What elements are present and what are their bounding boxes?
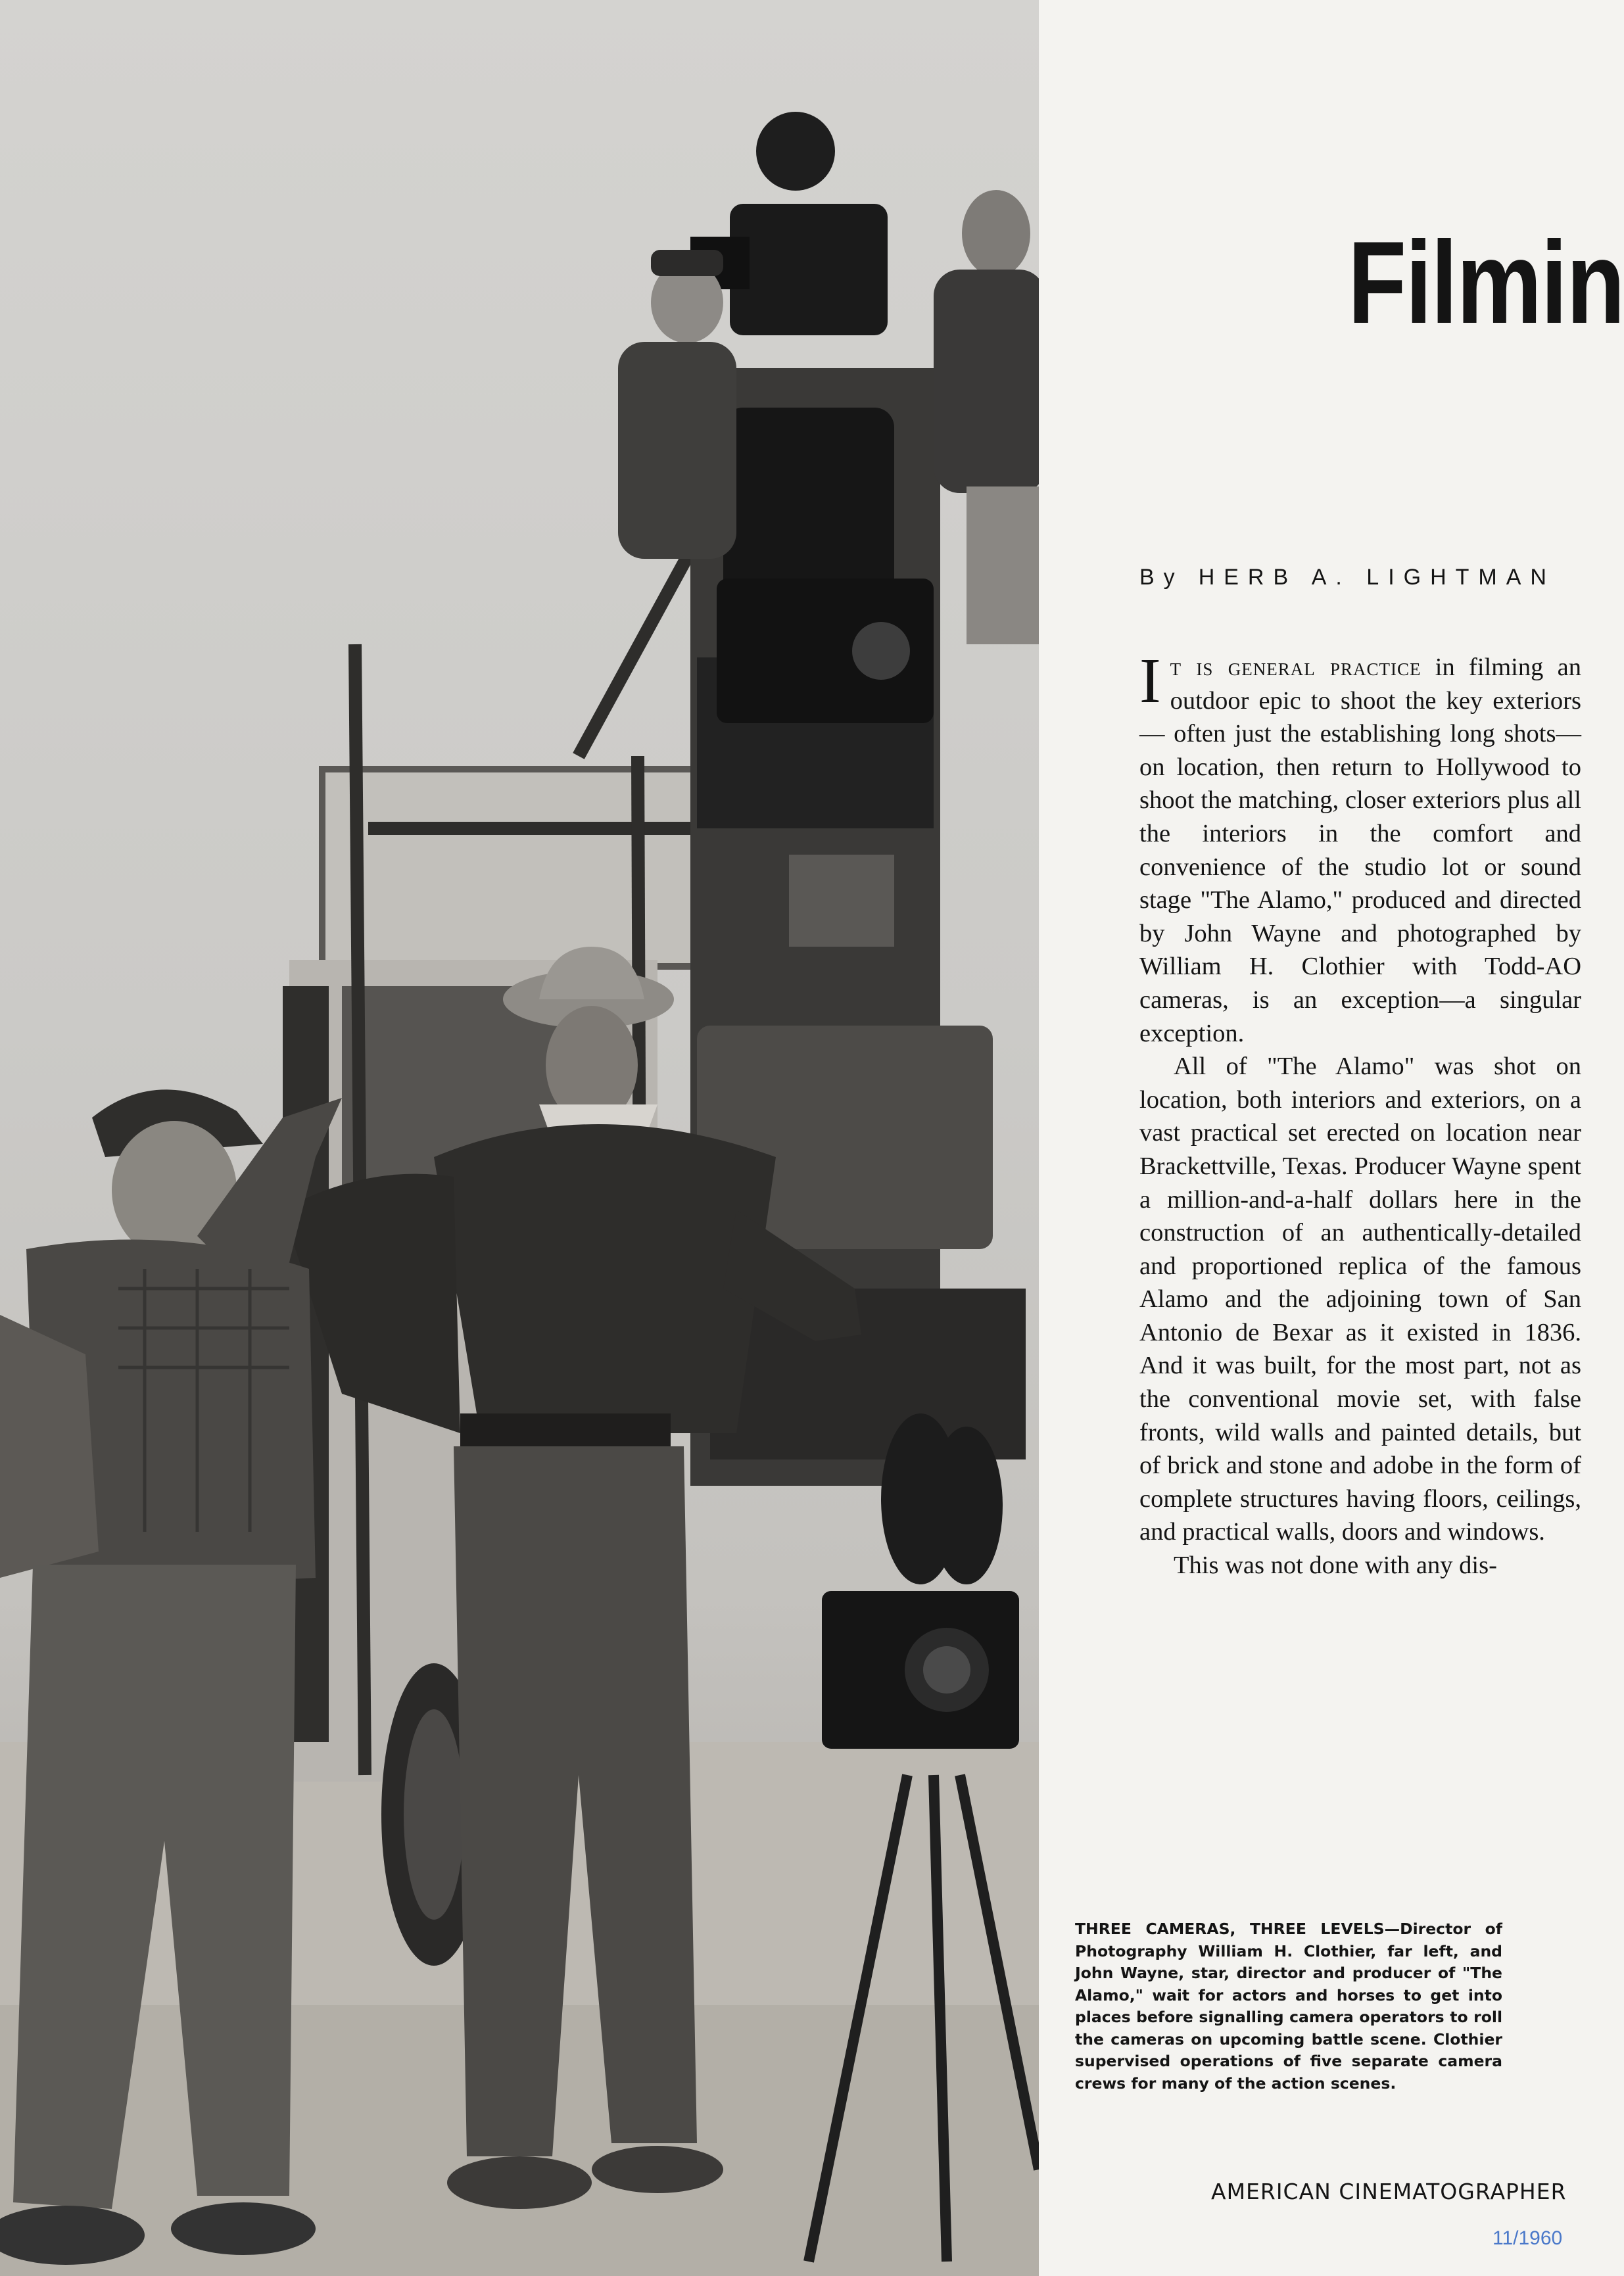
article-body bbox=[1139, 646, 1581, 1582]
paragraph-3: This was not done with any dis- bbox=[1174, 1552, 1497, 1580]
drop-cap: I bbox=[1139, 646, 1161, 717]
paragraph-1-text: in filming an outdoor epic to shoot the key exteriors — often just the establishing long shots—on location, then return to Hollywood to shoot the matching, closer exteriors plus all the interiors in the comfort and convenience of the studio lot or sound stage "The Alamo," produced and directed by John Wayne and photographed by William H. Clothier with Todd-AO cameras, is an exception—a singular exception. bbox=[1139, 653, 1581, 1047]
byline-author: HERB A. LIGHTMAN bbox=[1198, 565, 1556, 590]
byline bbox=[1139, 564, 1581, 590]
issue-stamp: 11/1960 bbox=[1493, 2227, 1563, 2249]
lead-in: t is general practice bbox=[1170, 653, 1421, 681]
paragraph-1 bbox=[1139, 646, 1581, 1050]
photo-caption: THREE CAMERAS, THREE LEVELS—Director of Photography William H. Clothier, far left, and John Wayne, star, director and producer of "The Alamo," wait for actors and horses to get into places before signalling camera operators to roll the cameras on upcoming battle scene. Clothier supervised operations of five separate camera crews for many of the action scenes. bbox=[1075, 1920, 1502, 2093]
article-title: Filmin bbox=[1348, 217, 1624, 348]
paragraph-2: All of "The Alamo" was shot on location, both interiors and exteriors, on a vast practical set erected on location near Brackettville, Texas. Producer Wayne spent a million-and-a-half dollars here in the construction of an authentically-detailed and proportioned replica of the famous Alamo and the adjoining town of San Antonio de Bexar as it existed in 1836. And it was built, for the most part, not as the conventional movie set, with false fronts, wild walls and painted details, but of brick and stone and adobe in the form of complete structures having floors, ceilings, and practical walls, doors and windows. bbox=[1139, 1053, 1581, 1546]
magazine-footer: AMERICAN CINEMATOGRAPHER bbox=[1211, 2179, 1567, 2204]
byline-prefix: By bbox=[1139, 565, 1184, 590]
